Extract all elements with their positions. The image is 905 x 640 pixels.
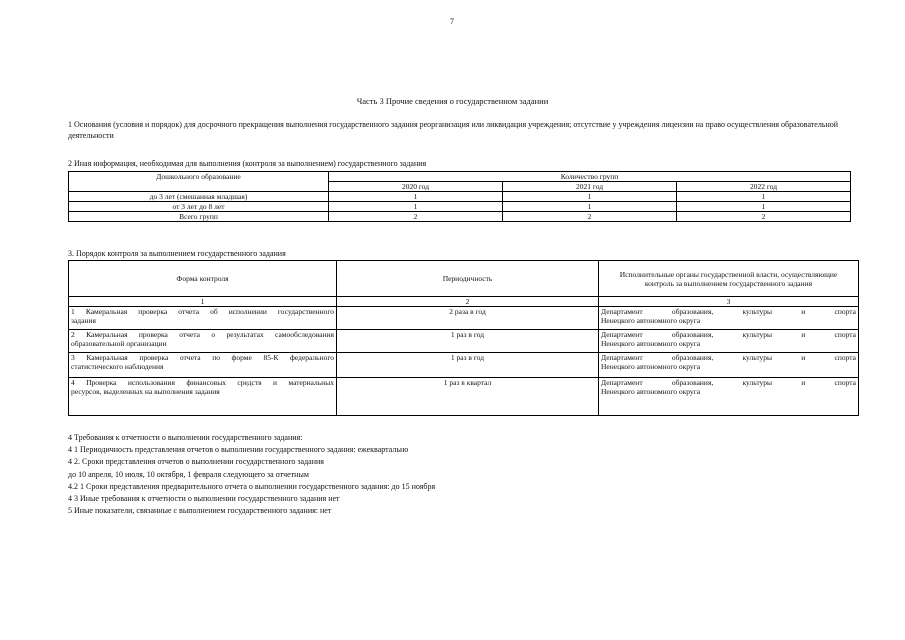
cell-value: 1 [329,192,503,202]
header-period: Периодичность [337,261,599,297]
section2-title: 2 Иная информация, необходимая для выполнения (контроля за выполнением) государственного задания [68,159,427,168]
year-header: 2021 год [503,182,677,192]
section3-title: 3. Порядок контроля за выполнением государственного задания [68,249,286,258]
row-label: до 3 лет (смешанная младшая) [69,192,329,202]
year-header: 2022 год [677,182,851,192]
cell-value: 1 [503,202,677,212]
control-period: 1 раз в год [337,330,599,353]
requirement-line: до 10 апреля, 10 июля, 10 октября, 1 февраля следующего за отчетным [68,470,309,479]
col-number: 1 [69,297,337,307]
groups-table [68,171,851,222]
table-row [69,353,859,378]
cell-value: 1 [503,192,677,202]
table-row [69,330,859,353]
control-organ: Департамент образования, культуры и спорта Ненецкого автономного округа [599,378,859,416]
part-title: Часть 3 Прочие сведения о государственном задании [356,96,549,106]
requirement-line: 4 Требования к отчетности о выполнении государственного задания: [68,433,303,442]
groups-col1-header: Дошкольного образование [69,172,329,192]
cell-value: 1 [677,202,851,212]
row-label: Всего групп [69,212,329,222]
header-form: Форма контроля [69,261,337,297]
requirement-line: 5 Иные показатели, связанные с выполнением государственного задания: нет [68,506,332,515]
row-label: от 3 лет до 8 лет [69,202,329,212]
control-organ: Департамент образования, культуры и спорта Ненецкого автономного округа [599,307,859,330]
year-header: 2020 год [329,182,503,192]
header-organ: Исполнительные органы государственной власти, осуществляющие контроль за выполнением государственного задания [599,261,859,297]
cell-value: 1 [677,192,851,202]
col-number: 2 [337,297,599,307]
cell-value: 2 [677,212,851,222]
requirement-line: 4 3 Иные требования к отчетности о выполнении государственного задания нет [68,494,340,503]
cell-value: 1 [329,202,503,212]
requirement-line: 4.2 1 Сроки представления предварительного отчета о выполнении государственного задания: до 15 ноября [68,482,436,491]
control-form: 2 Камеральная проверка отчета о результатах самообследования образовательной организации [69,330,337,353]
control-period: 1 раз в квартал [337,378,599,416]
control-table [68,260,859,416]
page-number: 7 [450,17,454,26]
control-form: 3 Камеральная проверка отчета по форме 85-К федерального статистического наблюдения [69,353,337,378]
table-row [69,202,851,212]
control-form: 4 Проверка использования финансовых средств и материальных ресурсов, выделенных на выполнения задания [69,378,337,416]
table-row [69,307,859,330]
groups-count-header: Количество групп [329,172,851,182]
requirement-line: 4 2. Сроки представления отчетов о выполнении государственного задания [68,457,324,466]
table-row [69,192,851,202]
control-form: 1 Камеральная проверка отчета об исполнении государственного задания [69,307,337,330]
control-organ: Департамент образования, культуры и спорта Ненецкого автономного округа [599,330,859,353]
table-row [69,378,859,416]
col-number: 3 [599,297,859,307]
section1-text: 1 Основания (условия и порядок) для досрочного прекращения выполнения государственного задания реорганизация или ликвидация учреждения; отсутствие у учреждения лицензии на право осуществления образовательной деятельности [68,120,839,140]
table-row [69,212,851,222]
control-organ: Департамент образования, культуры и спорта Ненецкого автономного округа [599,353,859,378]
control-period: 2 раза в год [337,307,599,330]
control-period: 1 раз в год [337,353,599,378]
cell-value: 2 [329,212,503,222]
requirement-line: 4 1 Периодичность представления отчетов о выполнении государственного задания: ежеквартально [68,445,409,454]
cell-value: 2 [503,212,677,222]
